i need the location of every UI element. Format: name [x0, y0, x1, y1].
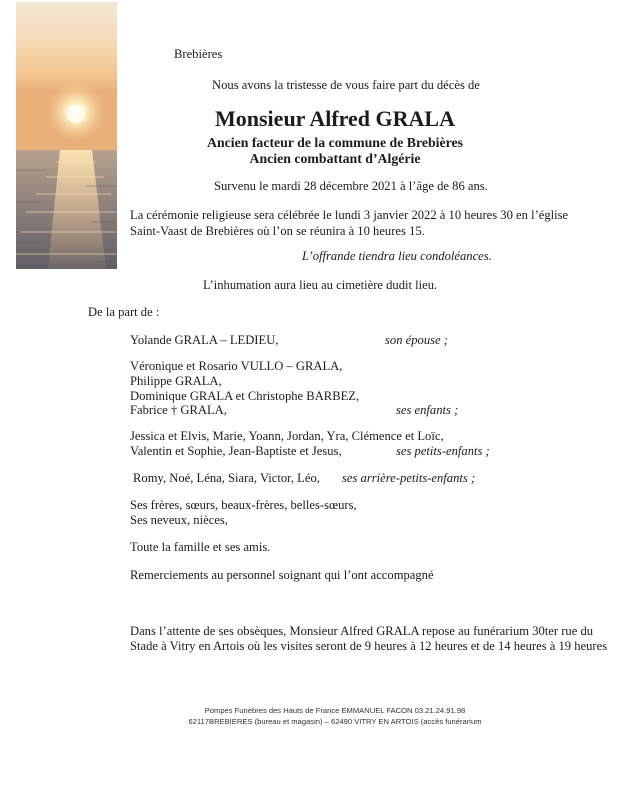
- intro-text: Nous avons la tristesse de vous faire part du décès de: [212, 78, 480, 92]
- deceased-title-2: Ancien combattant d’Algérie: [249, 151, 421, 166]
- sunset-sea-photo: [16, 2, 117, 269]
- thanks-line: Remerciements au personnel soignant qui l’ont accompagné: [130, 568, 434, 582]
- spouse-role: son épouse ;: [385, 333, 448, 347]
- child-line: Véronique et Rosario VULLO – GRALA,: [130, 359, 343, 373]
- child-line: Fabrice † GRALA,: [130, 403, 227, 417]
- visitation-line-1: Dans l’attente de ses obsèques, Monsieur Alfred GRALA repose au funérarium 30ter rue du: [130, 624, 594, 638]
- ceremony-line-2: Saint-Vaast de Brebières où l’on se réunira à 10 heures 15.: [130, 224, 425, 238]
- grandchildren-line: Valentin et Sophie, Jean-Baptiste et Jesus,: [130, 444, 342, 458]
- spouse-name: Yolande GRALA – LEDIEU,: [130, 333, 279, 347]
- from-label: De la part de :: [88, 305, 160, 319]
- place-name: Brebières: [174, 47, 223, 61]
- great-grandchildren-line: Romy, Noé, Léna, Siara, Victor, Léo,: [133, 471, 320, 485]
- grandchildren-line: Jessica et Elvis, Marie, Yoann, Jordan, Yra, Clémence et Loïc,: [130, 429, 444, 443]
- child-line: Philippe GRALA,: [130, 374, 222, 388]
- deceased-title-1: Ancien facteur de la commune de Brebières: [207, 135, 463, 150]
- deceased-name: Monsieur Alfred GRALA: [215, 106, 455, 131]
- siblings-line-2: Ses neveux, nièces,: [130, 513, 228, 527]
- whole-family-line: Toute la famille et ses amis.: [130, 540, 271, 554]
- death-info: Survenu le mardi 28 décembre 2021 à l’âge de 86 ans.: [214, 179, 488, 193]
- offering-note: L’offrande tiendra lieu condoléances.: [302, 249, 492, 263]
- ceremony-line-1: La cérémonie religieuse sera célébrée le lundi 3 janvier 2022 à 10 heures 30 en l’église: [130, 208, 569, 222]
- siblings-line-1: Ses frères, sœurs, beaux-frères, belles-sœurs,: [130, 498, 357, 512]
- visitation-line-2: Stade à Vitry en Artois où les visites seront de 9 heures à 12 heures et de 14 heures à 19 heures: [130, 639, 608, 653]
- burial-note: L’inhumation aura lieu au cimetière dudit lieu.: [203, 278, 438, 292]
- child-line: Dominique GRALA et Christophe BARBEZ,: [130, 389, 360, 403]
- footer-line-1: Pompes Funèbres des Hauts de France EMMANUEL FACON 03.21.24.91.98: [204, 706, 466, 715]
- grandchildren-role: ses petits-enfants ;: [396, 444, 490, 458]
- footer-line-2: 62117BREBIERES (bureau et magasin) – 62490 VITRY EN ARTOIS (accès funérarium: [188, 717, 482, 726]
- children-role: ses enfants ;: [396, 403, 459, 417]
- great-grandchildren-role: ses arrière-petits-enfants ;: [342, 471, 476, 485]
